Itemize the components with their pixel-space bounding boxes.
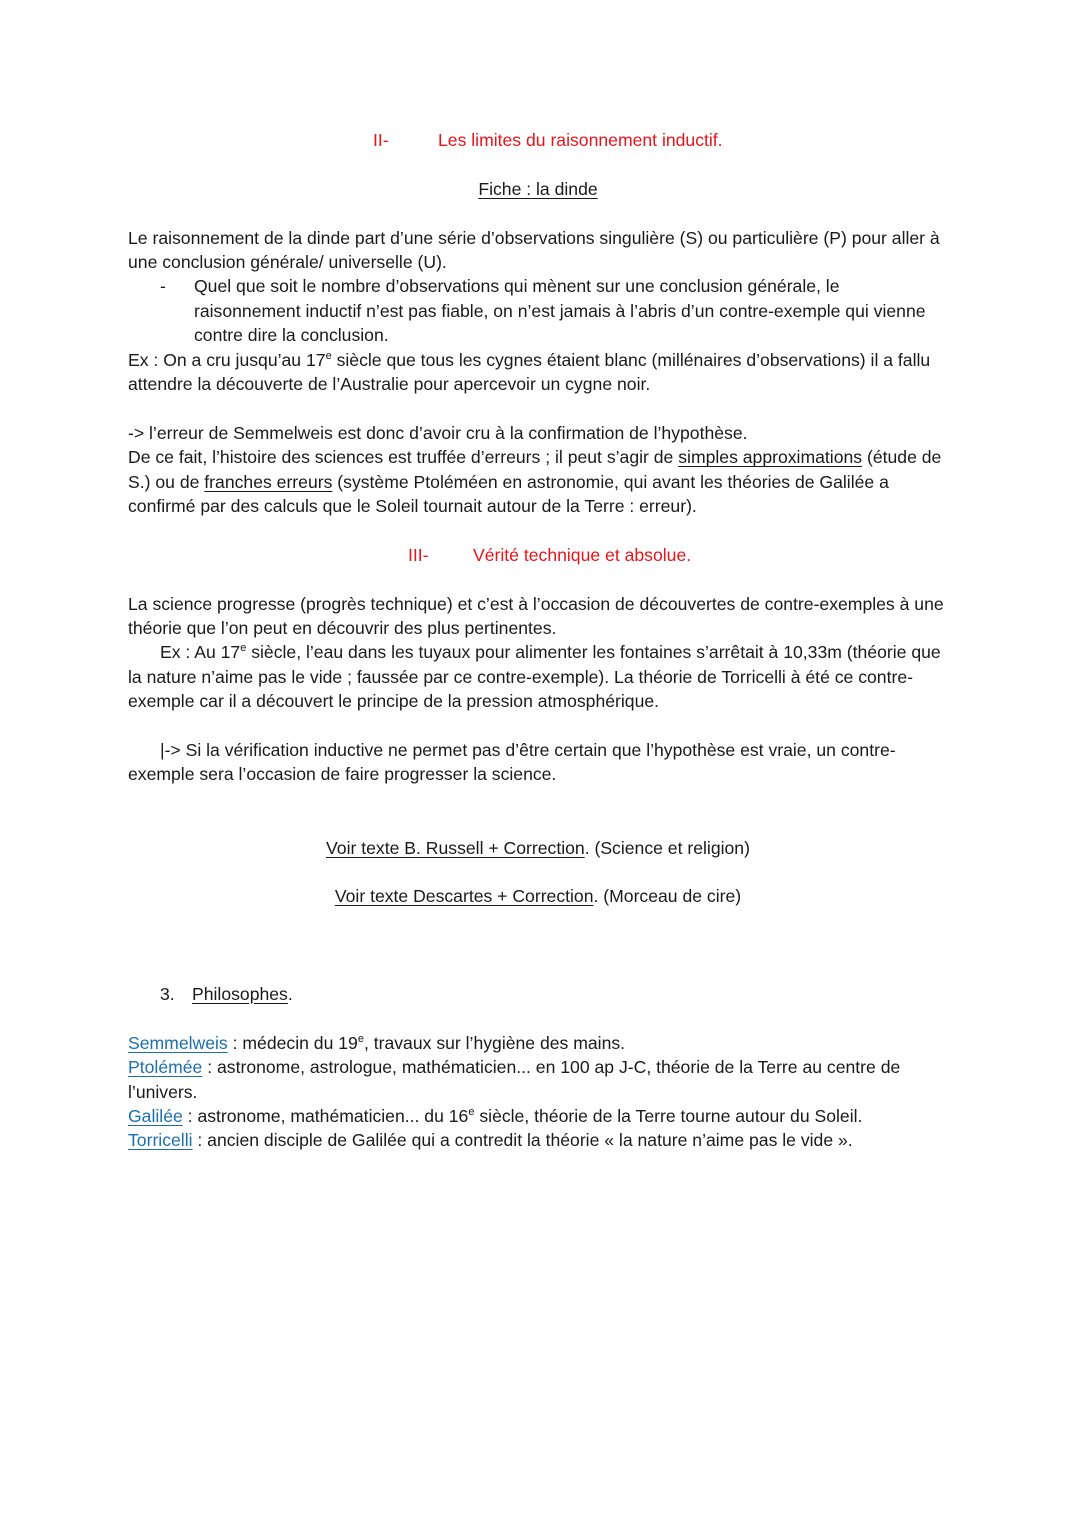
intro-paragraph: Le raisonnement de la dinde part d’une série d’observations singulière (S) ou particulière (P) pour aller à une conclusion générale/ universelle (U).	[128, 227, 940, 272]
reference-link[interactable]: Voir texte B. Russell + Correction	[326, 837, 585, 858]
section-heading-3	[128, 543, 948, 567]
philosopher-entry: Ptolémée : astronome, astrologue, mathématicien... en 100 ap J-C, théorie de la Terre au centre de l’univers.	[128, 1057, 901, 1102]
section-heading-2	[128, 128, 948, 152]
philosopher-link[interactable]: Ptolémée	[128, 1057, 203, 1078]
underlined-term: franches erreurs	[204, 471, 333, 492]
example-paragraph-1: Ex : On a cru jusqu’au 17e siècle que tous les cygnes étaient blanc (millénaires d’observations) il a fallu attendre la découverte de l’Australie pour apercevoir un cygne noir.	[128, 349, 931, 395]
conclusion-paragraph-2: |-> Si la vérification inductive ne permet pas d’être certain que l’hypothèse est vraie, un contre-exemple sera l’occasion de faire progresser la science.	[128, 740, 896, 785]
bullet-item	[128, 274, 948, 347]
philosophers-heading: 3. Philosophes.	[160, 984, 293, 1004]
document-content	[128, 128, 948, 1153]
philosopher-entry: Semmelweis : médecin du 19e, travaux sur l’hygiène des mains.	[128, 1032, 626, 1053]
section-title: Vérité technique et absolue.	[473, 544, 692, 565]
bullet-dash: -	[160, 276, 166, 297]
history-paragraph: De ce fait, l’histoire des sciences est truffée d’erreurs ; il peut s’agir de simples approximations (étude de S.) ou de franches erreurs (système Ptoléméen en astronomie, qui avant les théories de Galilée a confirmé par des calculs que le Soleil tournait autour de la Terre : erreur).	[128, 447, 942, 517]
section-title: Les limites du raisonnement inductif.	[438, 130, 723, 150]
fiche-title: Fiche : la dinde	[478, 178, 598, 199]
reference-russell: Voir texte B. Russell + Correction. (Science et religion)	[326, 837, 750, 858]
progress-paragraph: La science progresse (progrès technique) et c’est à l’occasion de découvertes de contre-exemples à une théorie que l’on peut en découvrir des plus pertinentes.	[128, 593, 944, 639]
example-paragraph-2: Ex : Au 17e siècle, l’eau dans les tuyaux pour alimenter les fontaines s’arrêtait à 10,33m (théorie que la nature n’aime pas le vide ; faussée par ce contre-exemple). La théorie de Torricelli à été ce contre-exemple car il a découvert le principe de la pression atmosphérique.	[128, 642, 941, 712]
philosopher-link[interactable]: Semmelweis	[128, 1032, 228, 1053]
philosopher-entry: Galilée : astronome, mathématicien... du 16e siècle, théorie de la Terre tourne autour du Soleil.	[128, 1106, 863, 1127]
conclusion-paragraph-1: -> l’erreur de Semmelweis est donc d’avoir cru à la confirmation de l’hypothèse.	[128, 422, 748, 443]
philosopher-entry: Torricelli : ancien disciple de Galilée qui a contredit la théorie « la nature n’aime pas le vide ».	[128, 1130, 853, 1151]
philosopher-link[interactable]: Galilée	[128, 1106, 183, 1127]
reference-descartes: Voir texte Descartes + Correction. (Morceau de cire)	[334, 886, 742, 907]
bullet-text: Quel que soit le nombre d’observations qui mènent sur une conclusion générale, le raisonnement inductif n’est pas fiable, on n’est jamais à l’abris d’un contre-exemple qui vienne contre dire la conclusion.	[194, 276, 926, 346]
reference-link[interactable]: Voir texte Descartes + Correction	[334, 886, 594, 907]
section-number: II-	[373, 130, 389, 150]
philosopher-link[interactable]: Torricelli	[128, 1130, 193, 1151]
underlined-term: simples approximations	[678, 447, 863, 468]
section-number: III-	[408, 544, 429, 565]
